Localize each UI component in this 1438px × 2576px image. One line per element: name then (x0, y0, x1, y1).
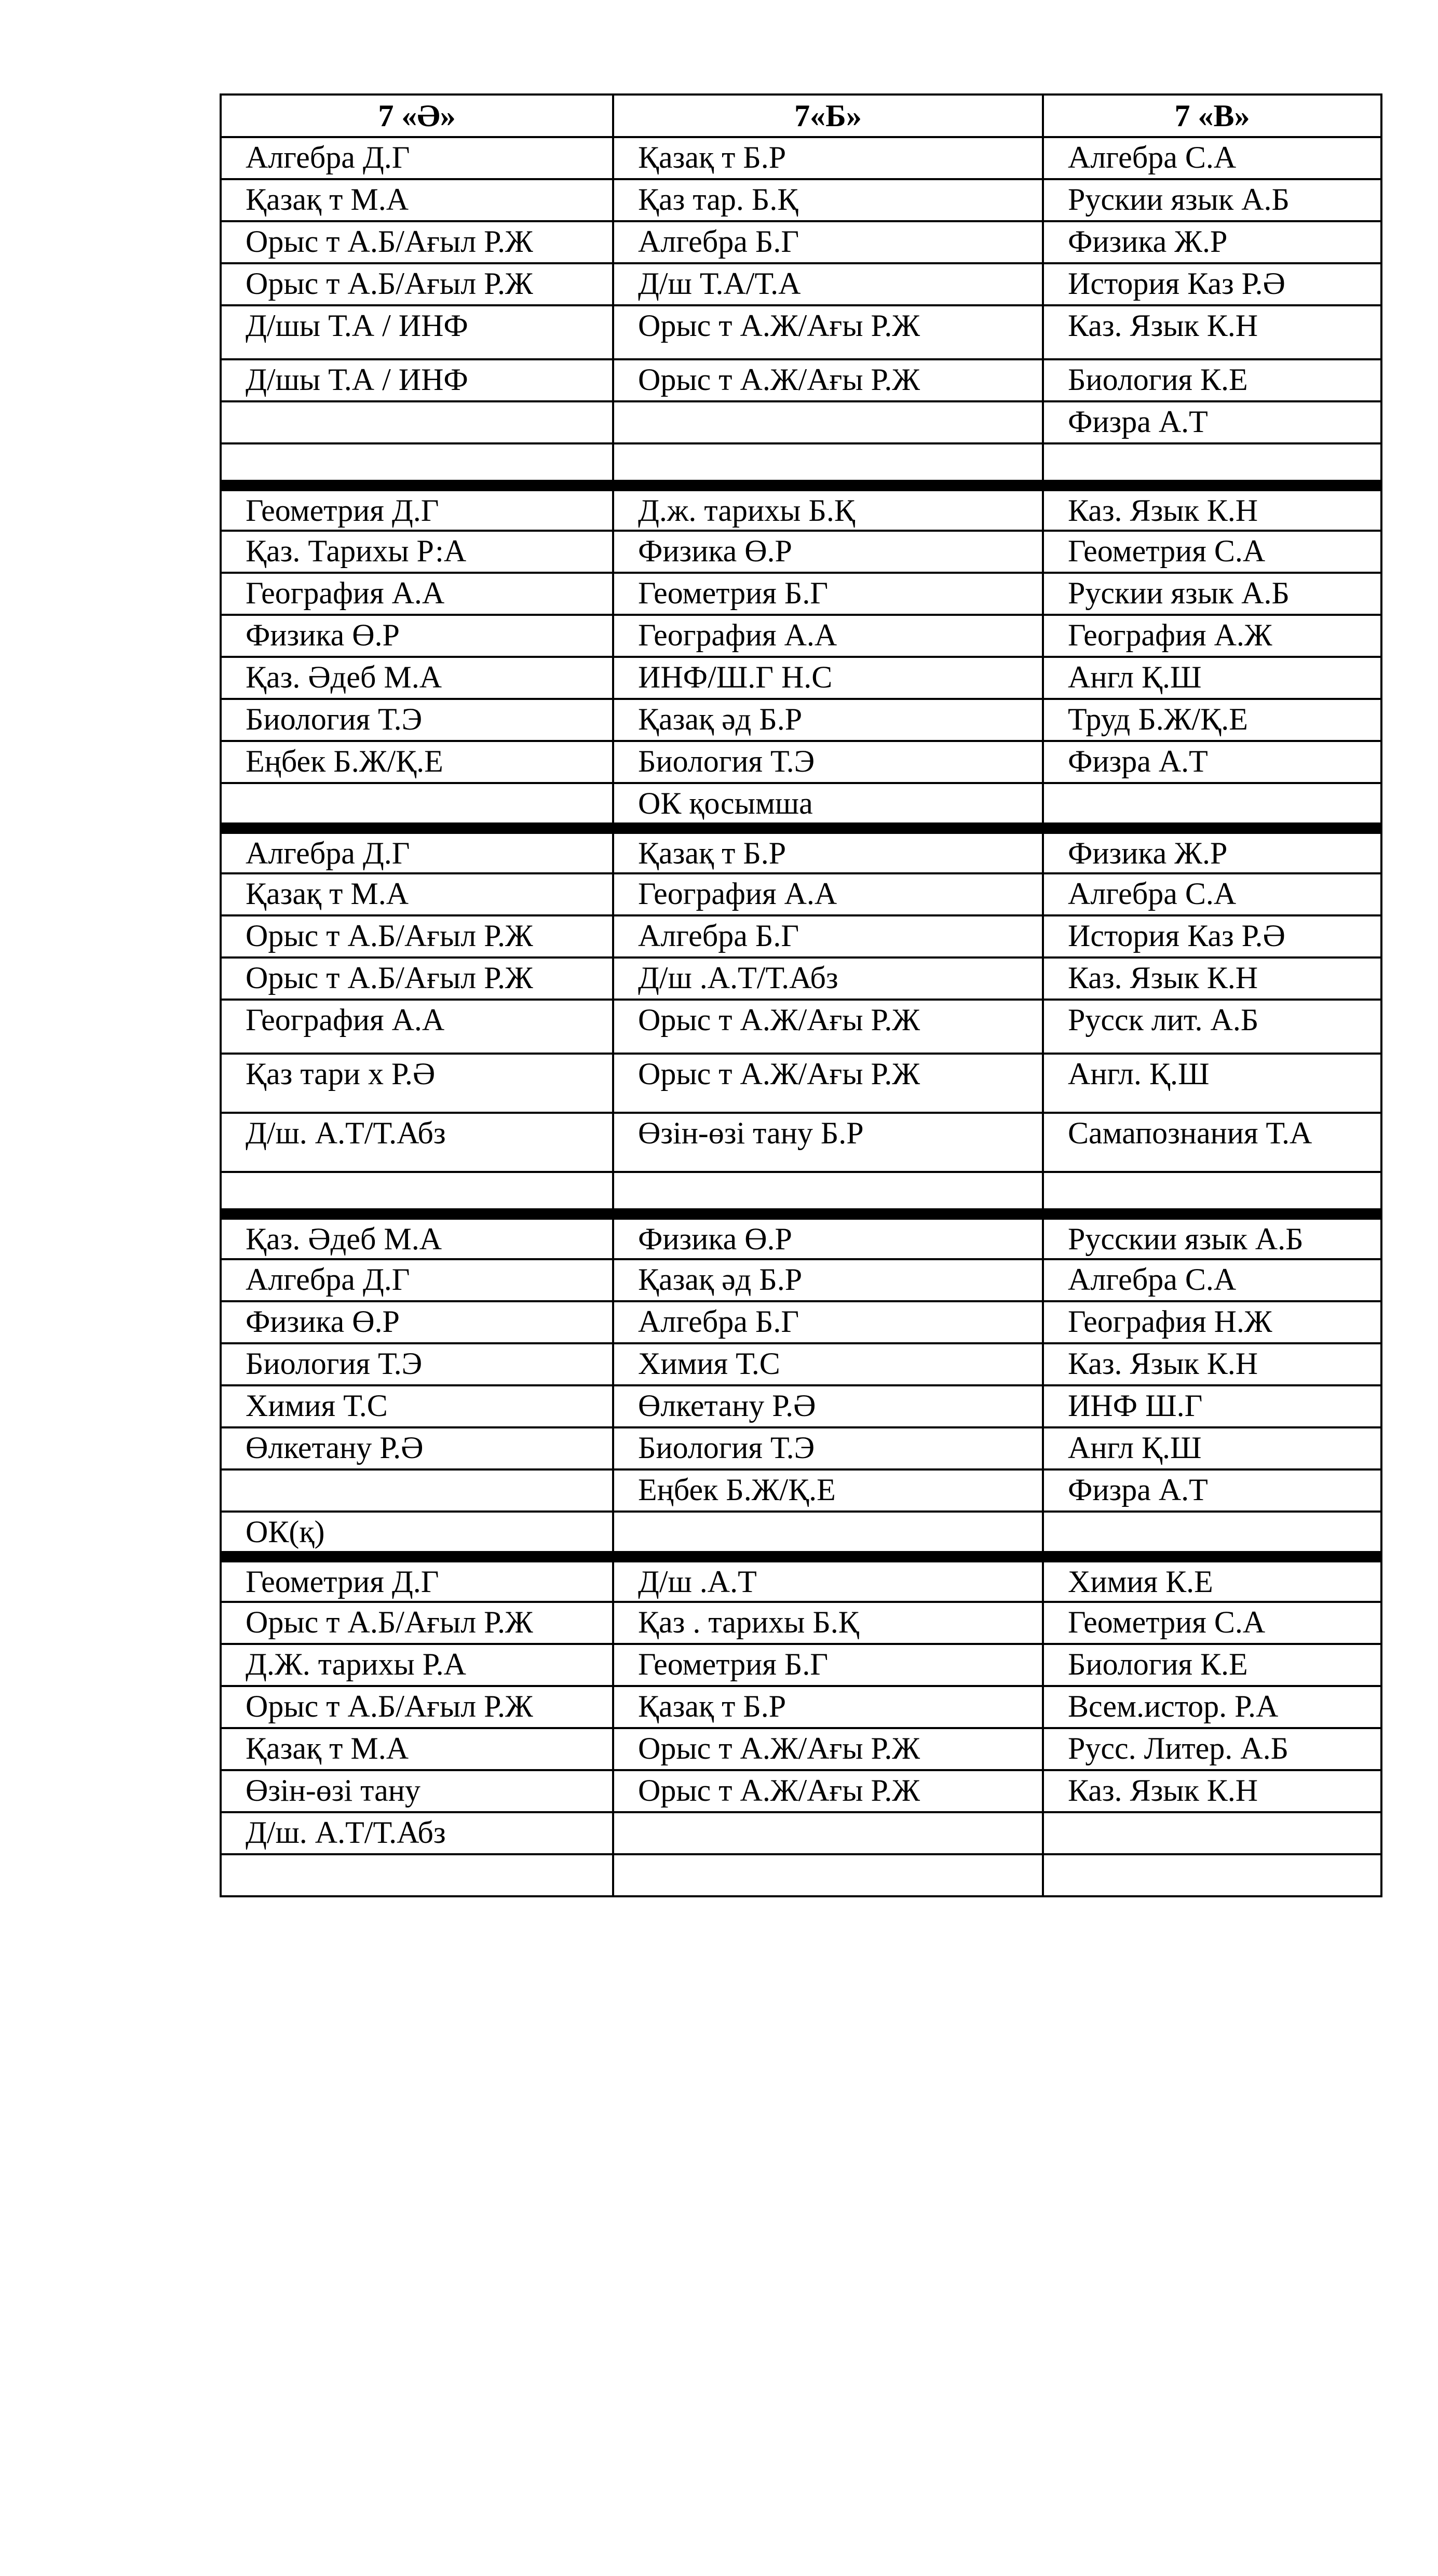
table-row (221, 1113, 1381, 1172)
table-cell: Биология К.Е (1043, 359, 1381, 401)
table-cell: Самапознания Т.А (1043, 1113, 1381, 1172)
table-cell: Д/ш Т.А/Т.А (613, 263, 1043, 305)
table-cell: Англ Қ.Ш (1043, 1427, 1381, 1469)
table-cell: Каз. Язык К.Н (1043, 957, 1381, 1000)
table-row (221, 615, 1381, 657)
table-row (221, 1644, 1381, 1686)
table-cell: Геометрия Б.Г (613, 573, 1043, 615)
table-cell: Қазақ т М.А (221, 179, 613, 221)
table-cell: Орыс т А.Ж/Ағы Р.Ж (613, 305, 1043, 359)
table-cell (221, 1469, 613, 1512)
table-row (221, 1557, 1381, 1602)
table-cell (613, 443, 1043, 485)
table-row (221, 485, 1381, 531)
table-cell (613, 1854, 1043, 1896)
table-row (221, 1686, 1381, 1728)
table-cell: Рускии язык А.Б (1043, 573, 1381, 615)
table-cell: Өзін-өзі тану (221, 1770, 613, 1812)
table-cell: Қаз тари х Р.Ә (221, 1054, 613, 1113)
table-cell: Қазақ әд Б.Р (613, 699, 1043, 741)
table-cell: Рускии язык А.Б (1043, 179, 1381, 221)
table-row (221, 137, 1381, 179)
table-cell (613, 1172, 1043, 1214)
table-cell: Алгебра Б.Г (613, 221, 1043, 263)
table-cell: Геометрия Б.Г (613, 1644, 1043, 1686)
table-row (221, 1512, 1381, 1557)
table-row (221, 1172, 1381, 1214)
table-row (221, 1602, 1381, 1644)
table-cell: География Н.Ж (1043, 1301, 1381, 1343)
table-row (221, 1214, 1381, 1259)
table-row (221, 915, 1381, 957)
table-row (221, 957, 1381, 1000)
table-cell: ОК қосымша (613, 783, 1043, 828)
table-row (221, 401, 1381, 443)
table-cell (1043, 1172, 1381, 1214)
table-cell: Д/ш .А.Т (613, 1557, 1043, 1602)
table-cell: Орыс т А.Ж/Ағы Р.Ж (613, 1770, 1043, 1812)
table-cell: География А.А (221, 1000, 613, 1054)
table-cell: Русс. Литер. А.Б (1043, 1728, 1381, 1770)
class-schedule-table (220, 93, 1382, 1897)
table-cell: Геометрия Д.Г (221, 485, 613, 531)
table-row (221, 263, 1381, 305)
table-row (221, 443, 1381, 485)
table-cell: Химия К.Е (1043, 1557, 1381, 1602)
table-cell (221, 1854, 613, 1896)
table-cell: Еңбек Б.Ж/Қ.Е (613, 1469, 1043, 1512)
table-cell: География А.Ж (1043, 615, 1381, 657)
table-cell: Өзін-өзі тану Б.Р (613, 1113, 1043, 1172)
table-cell: Всем.истор. Р.А (1043, 1686, 1381, 1728)
table-row (221, 1812, 1381, 1854)
table-cell (1043, 1512, 1381, 1557)
table-cell: Биология К.Е (1043, 1644, 1381, 1686)
class-header: 7 «В» (1043, 95, 1381, 137)
table-cell: Геометрия С.А (1043, 531, 1381, 573)
table-row (221, 221, 1381, 263)
table-cell: Д/шы Т.А / ИНФ (221, 305, 613, 359)
table-cell: ОК(қ) (221, 1512, 613, 1557)
table-cell: География А.А (613, 615, 1043, 657)
table-cell: Қазақ т Б.Р (613, 137, 1043, 179)
table-cell: Каз. Язык К.Н (1043, 1343, 1381, 1385)
table-cell: Орыс т А.Б/Ағыл Р.Ж (221, 1602, 613, 1644)
table-cell (1043, 443, 1381, 485)
table-cell: Труд Б.Ж/Қ.Е (1043, 699, 1381, 741)
table-row (221, 573, 1381, 615)
table-cell (1043, 783, 1381, 828)
table-row (221, 531, 1381, 573)
table-cell: Қаз. Әдеб М.А (221, 1214, 613, 1259)
table-cell (221, 443, 613, 485)
table-cell: Қаз тар. Б.Қ (613, 179, 1043, 221)
table-cell: Д/ш. А.Т/Т.Абз (221, 1812, 613, 1854)
class-header: 7«Б» (613, 95, 1043, 137)
table-cell: Орыс т А.Ж/Ағы Р.Ж (613, 1728, 1043, 1770)
table-cell: Физика Ө.Р (221, 615, 613, 657)
table-cell: Орыс т А.Б/Ағыл Р.Ж (221, 221, 613, 263)
table-cell: Англ Қ.Ш (1043, 657, 1381, 699)
table-cell (613, 401, 1043, 443)
table-cell: Алгебра Д.Г (221, 1259, 613, 1301)
table-cell: История Каз Р.Ә (1043, 915, 1381, 957)
table-cell: Физика Ө.Р (613, 531, 1043, 573)
table-cell: Алгебра Б.Г (613, 915, 1043, 957)
table-cell: Англ. Қ.Ш (1043, 1054, 1381, 1113)
table-cell: Физика Ж.Р (1043, 221, 1381, 263)
table-cell: Қазақ т Б.Р (613, 1686, 1043, 1728)
table-cell: Орыс т А.Б/Ағыл Р.Ж (221, 263, 613, 305)
table-cell: Алгебра Д.Г (221, 137, 613, 179)
table-row (221, 1000, 1381, 1054)
table-cell: Еңбек Б.Ж/Қ.Е (221, 741, 613, 783)
table-row (221, 657, 1381, 699)
table-cell: Каз. Язык К.Н (1043, 305, 1381, 359)
table-row (221, 305, 1381, 359)
table-cell: Физра А.Т (1043, 741, 1381, 783)
table-cell: Геометрия Д.Г (221, 1557, 613, 1602)
table-row (221, 1301, 1381, 1343)
table-row (221, 783, 1381, 828)
table-cell: История Каз Р.Ә (1043, 263, 1381, 305)
table-cell: Өлкетану Р.Ә (221, 1427, 613, 1469)
table-row (221, 359, 1381, 401)
table-cell: Химия Т.С (221, 1385, 613, 1427)
table-cell: Физика Ө.Р (613, 1214, 1043, 1259)
table-cell: Биология Т.Э (221, 1343, 613, 1385)
table-row (221, 1427, 1381, 1469)
table-row (221, 828, 1381, 873)
table-cell: География А.А (221, 573, 613, 615)
table-cell: Орыс т А.Б/Ағыл Р.Ж (221, 915, 613, 957)
table-cell (1043, 1854, 1381, 1896)
table-cell: Алгебра С.А (1043, 1259, 1381, 1301)
table-cell: Каз. Язык К.Н (1043, 1770, 1381, 1812)
table-cell: Д/шы Т.А / ИНФ (221, 359, 613, 401)
table-cell: Русскии язык А.Б (1043, 1214, 1381, 1259)
table-cell: Биология Т.Э (221, 699, 613, 741)
class-header: 7 «Ә» (221, 95, 613, 137)
table-cell: Қазақ т М.А (221, 873, 613, 915)
table-row (221, 699, 1381, 741)
table-cell: Алгебра С.А (1043, 873, 1381, 915)
table-cell: География А.А (613, 873, 1043, 915)
table-cell: ИНФ/Ш.Г Н.С (613, 657, 1043, 699)
table-cell: Қаз . тарихы Б.Қ (613, 1602, 1043, 1644)
table-cell (221, 401, 613, 443)
table-cell (613, 1512, 1043, 1557)
table-row (221, 1770, 1381, 1812)
table-cell: Өлкетану Р.Ә (613, 1385, 1043, 1427)
table-cell: Орыс т А.Б/Ағыл Р.Ж (221, 1686, 613, 1728)
table-cell: Қазақ т Б.Р (613, 828, 1043, 873)
table-cell (613, 1812, 1043, 1854)
table-row (221, 1343, 1381, 1385)
table-cell: Орыс т А.Ж/Ағы Р.Ж (613, 1000, 1043, 1054)
header-row (221, 95, 1381, 137)
table-row (221, 1854, 1381, 1896)
table-row (221, 1469, 1381, 1512)
table-row (221, 1385, 1381, 1427)
table-cell: Қаз. Тарихы Р:А (221, 531, 613, 573)
table-cell: Физра А.Т (1043, 401, 1381, 443)
table-row (221, 741, 1381, 783)
table-row (221, 179, 1381, 221)
table-cell: ИНФ Ш.Г (1043, 1385, 1381, 1427)
table-row (221, 873, 1381, 915)
table-cell: Д.ж. тарихы Б.Қ (613, 485, 1043, 531)
table-row (221, 1054, 1381, 1113)
table-row (221, 1728, 1381, 1770)
table-cell: Физика Ж.Р (1043, 828, 1381, 873)
table-cell: Алгебра Д.Г (221, 828, 613, 873)
table-cell: Химия Т.С (613, 1343, 1043, 1385)
table-cell: Д/ш .А.Т/Т.Абз (613, 957, 1043, 1000)
table-cell: Физика Ө.Р (221, 1301, 613, 1343)
table-cell: Орыс т А.Б/Ағыл Р.Ж (221, 957, 613, 1000)
table-cell: Каз. Язык К.Н (1043, 485, 1381, 531)
table-cell: Қазақ әд Б.Р (613, 1259, 1043, 1301)
table-cell: Д.Ж. тарихы Р.А (221, 1644, 613, 1686)
table-row (221, 1259, 1381, 1301)
table-cell: Орыс т А.Ж/Ағы Р.Ж (613, 1054, 1043, 1113)
table-cell: Алгебра С.А (1043, 137, 1381, 179)
table-cell: Орыс т А.Ж/Ағы Р.Ж (613, 359, 1043, 401)
table-cell: Геометрия С.А (1043, 1602, 1381, 1644)
table-cell (221, 1172, 613, 1214)
table-cell: Қазақ т М.А (221, 1728, 613, 1770)
table-cell: Физра А.Т (1043, 1469, 1381, 1512)
table-cell (1043, 1812, 1381, 1854)
table-cell: Д/ш. А.Т/Т.Абз (221, 1113, 613, 1172)
table-cell: Қаз. Әдеб М.А (221, 657, 613, 699)
table-cell: Русск лит. А.Б (1043, 1000, 1381, 1054)
table-cell: Алгебра Б.Г (613, 1301, 1043, 1343)
table-cell: Биология Т.Э (613, 1427, 1043, 1469)
table-cell: Биология Т.Э (613, 741, 1043, 783)
table-cell (221, 783, 613, 828)
